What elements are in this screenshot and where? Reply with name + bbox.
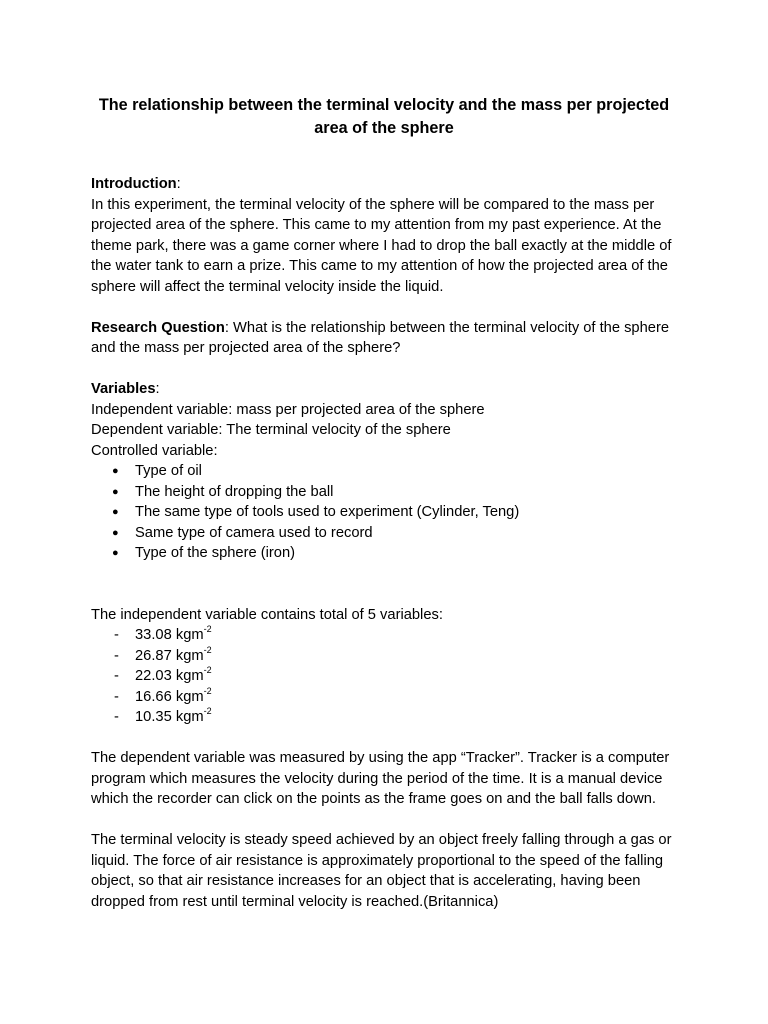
independent-values-list <box>91 625 691 728</box>
list-item <box>91 543 691 564</box>
controlled-variables-list <box>91 461 691 564</box>
dash-mark: - <box>114 709 119 725</box>
list-item <box>91 461 691 482</box>
list-item <box>91 666 691 687</box>
list-item-text: Same type of camera used to record <box>135 524 373 541</box>
value-unit: kgm <box>175 688 204 705</box>
unit-exponent: -2 <box>203 685 212 696</box>
value-number: 26.87 <box>135 647 172 664</box>
unit-exponent: -2 <box>203 665 212 676</box>
document-title: The relationship between the terminal velocity and the mass per projected area of the sphere <box>98 96 670 137</box>
independent-variable: Independent variable: mass per projected area of the sphere <box>91 401 485 418</box>
introduction-heading-colon: : <box>176 176 181 192</box>
bullet-icon: ● <box>112 485 119 498</box>
dash-mark: - <box>114 647 119 664</box>
document-body <box>91 94 691 912</box>
value-number: 33.08 <box>135 627 172 643</box>
dash-mark: - <box>114 627 119 643</box>
value-number: 22.03 <box>135 668 172 684</box>
terminal-velocity-paragraph: The terminal velocity is steady speed achieved by an object freely falling through a gas or liquid. The force of air resistance is approximately proportional to the speed of the falling object, so that air resistance increases for an object that is accelerating, having been dropped from rest until terminal velocity is reached.(Britannica) <box>91 832 672 910</box>
independent-values-intro: The independent variable contains total of 5 variables: <box>91 606 443 623</box>
dash-mark: - <box>114 688 119 705</box>
dash-mark: - <box>114 668 119 684</box>
list-item-text: The height of dropping the ball <box>135 483 334 500</box>
value-unit: kgm <box>175 627 204 643</box>
introduction-heading-label: Introduction <box>91 176 177 192</box>
list-item <box>91 523 691 544</box>
unit-exponent: -2 <box>203 624 212 635</box>
introduction-heading <box>91 174 691 195</box>
value-number: 10.35 <box>135 709 172 725</box>
list-item <box>91 646 691 667</box>
list-item-text: The same type of tools used to experiment (Cylinder, Teng) <box>135 504 520 520</box>
research-question <box>91 318 691 359</box>
list-item <box>91 482 691 503</box>
dependent-variable-paragraph: The dependent variable was measured by using the app “Tracker”. Tracker is a computer program which measures the velocity during the period of the time. It is a manual device which the recorder can click on the points as the frame goes on and the ball falls down. <box>91 750 670 807</box>
bullet-icon: ● <box>112 526 119 539</box>
bullet-icon: ● <box>112 547 119 559</box>
research-question-heading: Research Question <box>91 319 225 336</box>
unit-exponent: -2 <box>203 706 212 717</box>
list-item-text: Type of the sphere (iron) <box>135 545 296 561</box>
bullet-icon: ● <box>112 506 119 518</box>
variables-heading <box>91 379 691 400</box>
research-question-text: : What is the relationship between the terminal velocity of the sphere and the mass per projected area of the sphere? <box>91 319 669 356</box>
introduction-text: In this experiment, the terminal velocity of the sphere will be compared to the mass per projected area of the sphere. This came to my attention from my past experience. At the theme park, there was a game corner where I had to drop the ball exactly at the middle of the water tank to earn a prize. This came to my attention of how the projected area of the sphere will affect the terminal velocity inside the liquid. <box>91 196 672 295</box>
value-number: 16.66 <box>135 688 172 705</box>
list-item <box>91 502 691 523</box>
value-unit: kgm <box>175 647 204 664</box>
controlled-variable-label: Controlled variable: <box>91 442 218 459</box>
list-item-text: Type of oil <box>135 463 202 479</box>
list-item <box>91 687 691 708</box>
value-unit: kgm <box>175 709 204 725</box>
dependent-variable: Dependent variable: The terminal velocity of the sphere <box>91 422 451 438</box>
variables-heading-colon: : <box>155 381 160 397</box>
bullet-icon: ● <box>112 465 119 477</box>
unit-exponent: -2 <box>203 644 212 655</box>
list-item <box>91 625 691 646</box>
variables-heading-label: Variables <box>91 381 156 397</box>
list-item <box>91 707 691 728</box>
value-unit: kgm <box>175 668 204 684</box>
